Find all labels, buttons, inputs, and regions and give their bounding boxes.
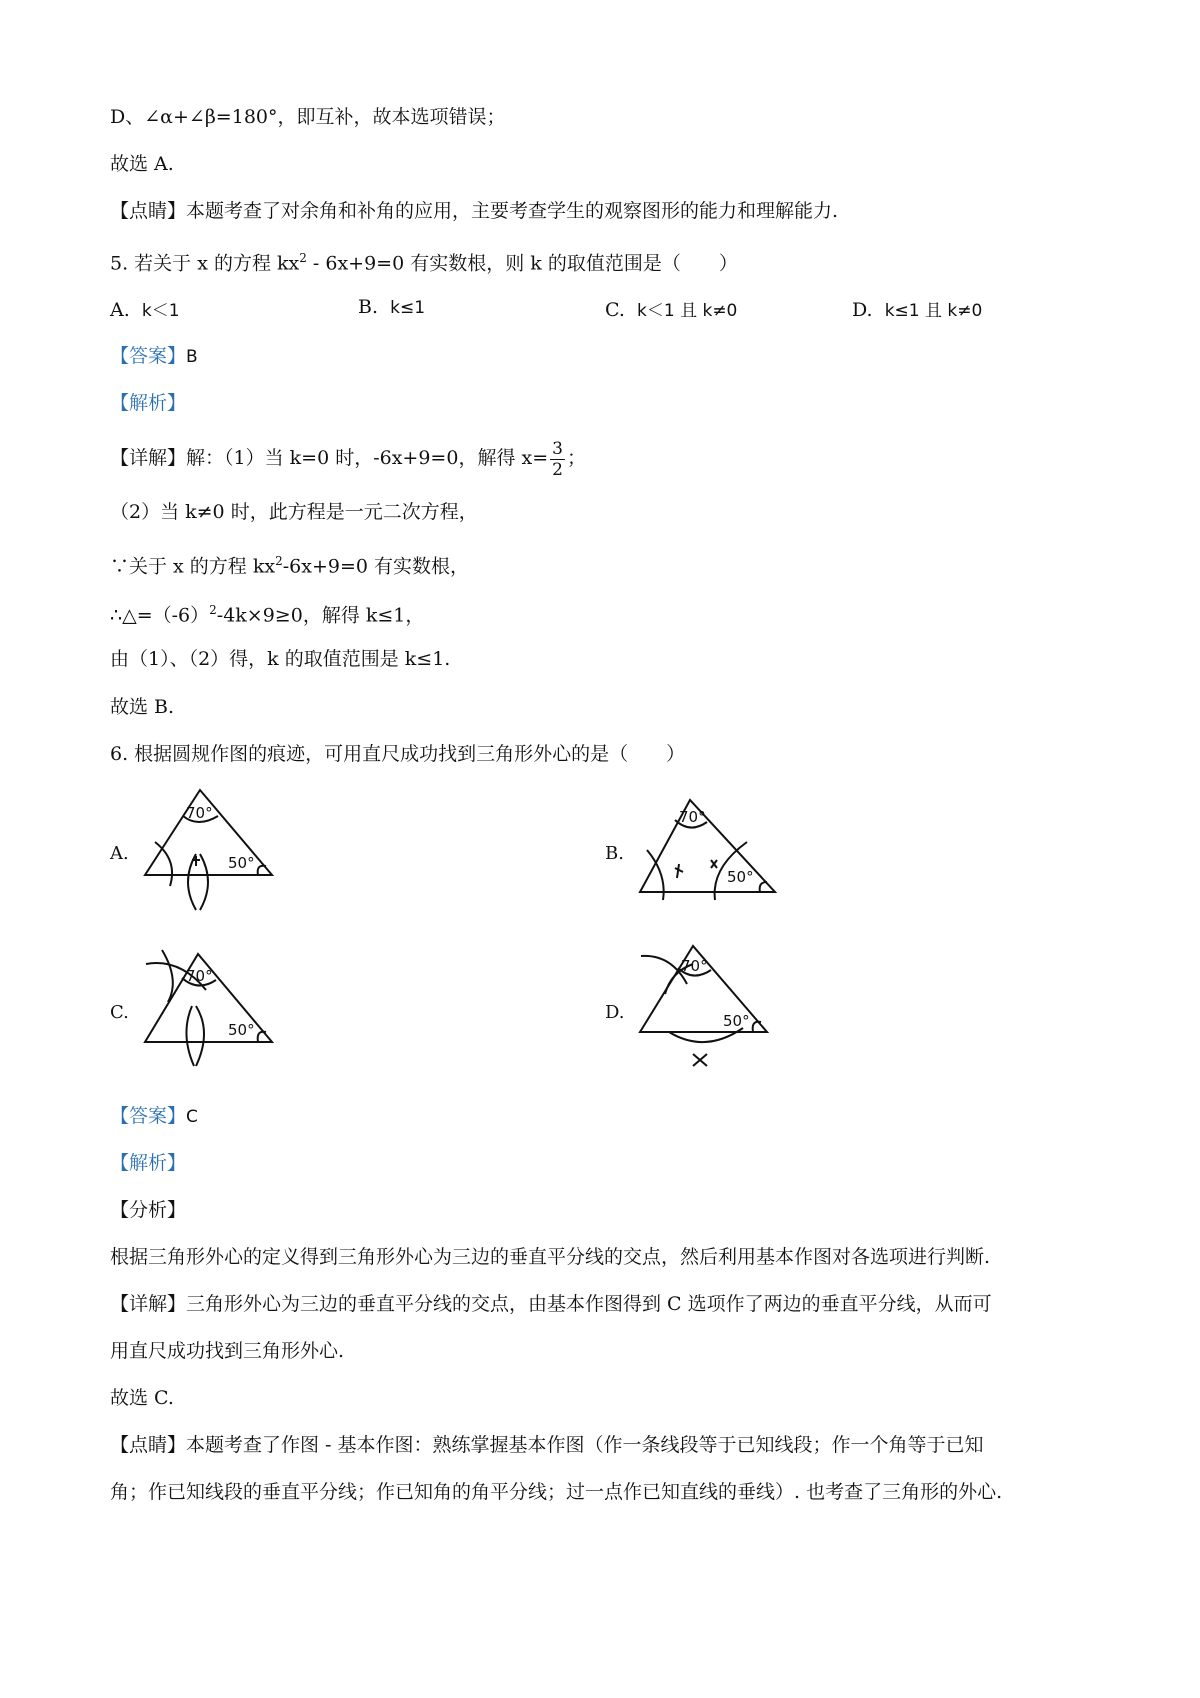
q5-answer bbox=[110, 343, 198, 370]
detail-sup: 2 bbox=[209, 603, 217, 617]
q6-fenxi: 根据三角形外心的定义得到三角形外心为三边的垂直平分线的交点，然后利用基本作图对各选项进行判断. bbox=[110, 1246, 991, 1268]
option-text: k≤1 bbox=[390, 298, 426, 318]
comment-text: 本题考查了作图 - 基本作图：熟练掌握基本作图（作一条线段等于已知线段；作一个角等于已知 bbox=[186, 1434, 984, 1456]
option-text: k＜1 且 k≠0 bbox=[637, 301, 738, 321]
q5-detail-1 bbox=[110, 436, 586, 480]
option-label: A. bbox=[110, 299, 130, 321]
top-angle-label: 70° bbox=[186, 804, 213, 822]
q5-detail-5: 由（1）、（2）得，k 的取值范围是 k≤1. bbox=[110, 648, 451, 670]
detail-text: ； bbox=[566, 447, 586, 469]
q5-detail-2: （2）当 k≠0 时，此方程是一元二次方程， bbox=[110, 501, 478, 523]
q5-option-b bbox=[358, 296, 425, 318]
q5-stem-part: 5. 若关于 x 的方程 kx bbox=[110, 252, 300, 275]
q5-analysis-tag: 【解析】 bbox=[110, 392, 187, 414]
prev-comment bbox=[110, 198, 838, 224]
q6-stem: 6. 根据圆规作图的痕迹，可用直尺成功找到三角形外心的是（ ） bbox=[110, 743, 686, 765]
q6-comment-2: 角；作已知线段的垂直平分线；作已知角的角平分线；过一点作已知直线的垂线）. 也考查了三角形的外心. bbox=[110, 1481, 1003, 1503]
option-label: B. bbox=[358, 296, 379, 318]
q6-detail-1 bbox=[110, 1291, 992, 1317]
comment-text: 本题考查了对余角和补角的应用，主要考查学生的观察图形的能力和理解能力. bbox=[186, 200, 839, 222]
option-label: C. bbox=[605, 299, 625, 321]
detail-text: ∵关于 x 的方程 kx bbox=[110, 555, 276, 578]
figure-a-label: A. bbox=[110, 843, 129, 864]
right-angle-label: 50° bbox=[727, 868, 754, 886]
detail-text: 三角形外心为三边的垂直平分线的交点，由基本作图得到 C 选项作了两边的垂直平分线，从而可 bbox=[186, 1293, 992, 1315]
prev-option-d: D、∠α+∠β=180°，即互补，故本选项错误； bbox=[110, 106, 506, 128]
figure-b-triangle bbox=[635, 782, 775, 912]
q5-conclusion: 故选 B. bbox=[110, 696, 175, 718]
option-text: k≤1 且 k≠0 bbox=[884, 301, 983, 321]
figure-a-triangle bbox=[140, 782, 280, 912]
right-angle-label: 50° bbox=[723, 1012, 750, 1030]
q5-stem-sup: 2 bbox=[299, 251, 307, 265]
detail-sup: 2 bbox=[275, 554, 283, 568]
comment-tag: 【点睛】 bbox=[110, 1434, 187, 1456]
top-angle-label: 70° bbox=[679, 808, 706, 826]
fraction-numerator: 3 bbox=[552, 438, 563, 459]
top-angle-label: 70° bbox=[681, 957, 708, 975]
q5-stem bbox=[110, 245, 738, 276]
answer-value: B bbox=[186, 347, 198, 367]
q6-conclusion: 故选 C. bbox=[110, 1387, 174, 1409]
figure-d-label: D. bbox=[605, 1002, 625, 1023]
detail-text: ∴△=（-6） bbox=[110, 604, 210, 627]
right-angle-label: 50° bbox=[228, 854, 255, 872]
answer-tag: 【答案】 bbox=[110, 345, 187, 367]
detail-text: 解：（1）当 k=0 时，-6x+9=0，解得 x= bbox=[186, 447, 549, 469]
q5-option-c bbox=[605, 296, 737, 321]
q6-answer bbox=[110, 1103, 198, 1130]
answer-value: C bbox=[186, 1107, 198, 1127]
q6-comment-1 bbox=[110, 1432, 984, 1458]
q5-option-d bbox=[852, 296, 982, 321]
option-text: k＜1 bbox=[141, 301, 180, 321]
figure-d-triangle bbox=[635, 944, 775, 1074]
right-angle-label: 50° bbox=[228, 1021, 255, 1039]
comment-tag: 【点睛】 bbox=[110, 200, 187, 222]
detail-tag: 【详解】 bbox=[110, 1293, 187, 1315]
q5-detail-4 bbox=[110, 597, 424, 628]
detail-tag: 【详解】 bbox=[110, 447, 187, 469]
q5-stem-part: - 6x+9=0 有实数根，则 k 的取值范围是（ ） bbox=[306, 252, 738, 275]
option-label: D. bbox=[852, 299, 873, 321]
detail-text: -6x+9=0 有实数根， bbox=[282, 555, 469, 578]
q6-fenxi-tag: 【分析】 bbox=[110, 1199, 187, 1221]
fraction-3-over-2 bbox=[550, 439, 565, 480]
detail-text: -4k×9≥0，解得 k≤1， bbox=[216, 604, 425, 627]
q5-option-a bbox=[110, 296, 180, 321]
prev-conclusion: 故选 A. bbox=[110, 153, 174, 175]
q6-detail-2: 用直尺成功找到三角形外心. bbox=[110, 1340, 345, 1362]
q5-detail-3 bbox=[110, 548, 469, 579]
fraction-denominator: 2 bbox=[552, 459, 563, 480]
figure-c-label: C. bbox=[110, 1002, 129, 1023]
q6-analysis-tag: 【解析】 bbox=[110, 1152, 187, 1174]
answer-tag: 【答案】 bbox=[110, 1105, 187, 1127]
top-angle-label: 70° bbox=[186, 967, 213, 985]
figure-c-triangle bbox=[140, 944, 280, 1074]
figure-b-label: B. bbox=[605, 843, 624, 864]
